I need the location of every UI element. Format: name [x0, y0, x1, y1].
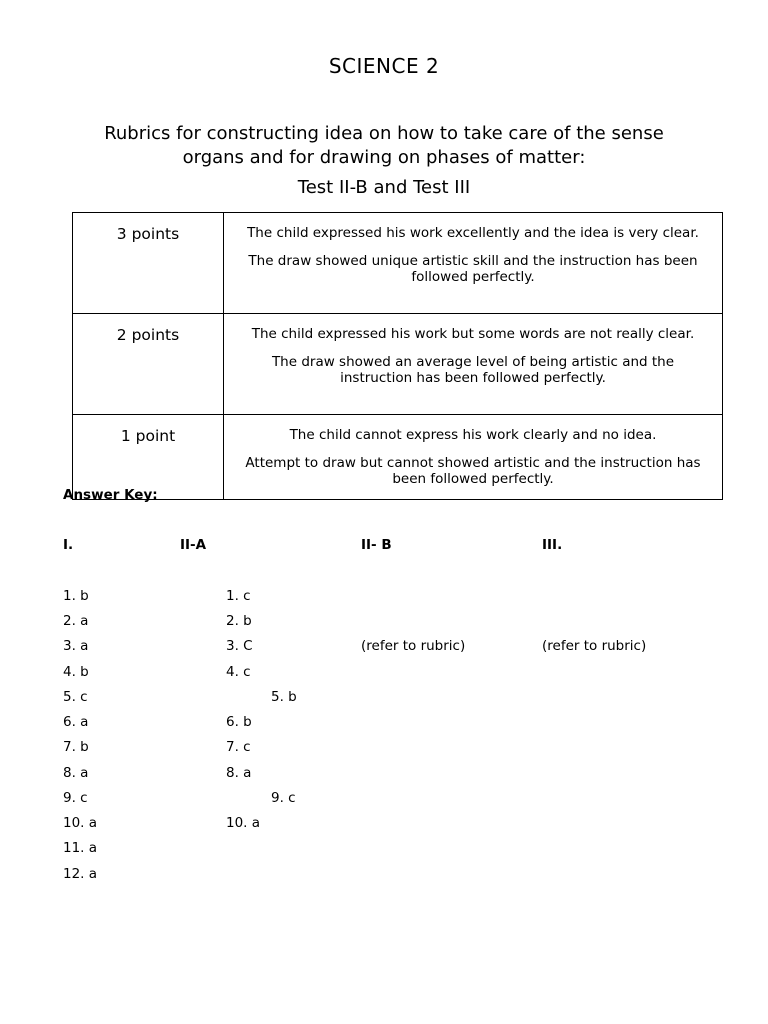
answer-I: 4. b: [63, 664, 89, 680]
answer-I: 12. a: [63, 866, 98, 882]
answer-III-note: (refer to rubric): [542, 638, 647, 654]
rubric-criterion: The child cannot express his work clearly and no idea.: [289, 427, 657, 443]
rubric-points: 1 point: [73, 415, 224, 500]
rubric-points: 2 points: [73, 314, 224, 415]
answer-IIA: 1. c: [226, 588, 251, 604]
rubric-criterion: The draw showed unique artistic skill and the instruction has been followed perfectly.: [248, 253, 698, 285]
answer-I: 11. a: [63, 840, 98, 856]
answer-key-header-III: III.: [542, 537, 563, 553]
answer-IIA: 10. a: [226, 815, 261, 831]
answer-I: 9. c: [63, 790, 88, 806]
answer-I: 10. a: [63, 815, 98, 831]
rubric-criterion: The draw showed an average level of being artistic and the instruction has been followed perfectly.: [271, 354, 675, 386]
answer-IIA: 5. b: [271, 689, 297, 705]
answer-IIA: 6. b: [226, 714, 252, 730]
rubric-row: [73, 314, 723, 415]
rubric-points: 3 points: [73, 213, 224, 314]
rubric-criteria: [224, 213, 723, 314]
answer-IIA: 2. b: [226, 613, 252, 629]
page-title: SCIENCE 2: [328, 54, 440, 78]
rubric-criteria: [224, 415, 723, 500]
answer-I: 5. c: [63, 689, 88, 705]
rubric-row: [73, 415, 723, 500]
answer-key-header-IIB: II- B: [361, 537, 392, 553]
rubric-criteria: [224, 314, 723, 415]
rubric-row: [73, 213, 723, 314]
answer-key-label: Answer Key:: [63, 487, 158, 503]
answer-IIA: 8. a: [226, 765, 252, 781]
rubric-criterion: Attempt to draw but cannot showed artistic and the instruction has been followed perfectly.: [245, 455, 701, 487]
answer-key-header-IIA: II-A: [180, 537, 207, 553]
answer-I: 6. a: [63, 714, 89, 730]
rubric-criterion: The child expressed his work but some words are not really clear.: [251, 326, 695, 342]
rubric-heading: Rubrics for constructing idea on how to take care of the sense organs and for drawing on phases of matter:: [104, 123, 664, 168]
rubric-table: [72, 212, 723, 500]
answer-IIA: 9. c: [271, 790, 296, 806]
answer-IIB-note: (refer to rubric): [361, 638, 466, 654]
rubric-subheading: Test II-B and Test III: [297, 177, 471, 198]
answer-IIA: 4. c: [226, 664, 251, 680]
answer-I: 2. a: [63, 613, 89, 629]
answer-I: 8. a: [63, 765, 89, 781]
answer-I: 3. a: [63, 638, 89, 654]
answer-IIA: 7. c: [226, 739, 251, 755]
rubric-criterion: The child expressed his work excellently and the idea is very clear.: [247, 225, 699, 241]
answer-I: 7. b: [63, 739, 89, 755]
answer-IIA: 3. C: [226, 638, 253, 654]
answer-I: 1. b: [63, 588, 89, 604]
answer-key-header-I: I.: [63, 537, 74, 553]
